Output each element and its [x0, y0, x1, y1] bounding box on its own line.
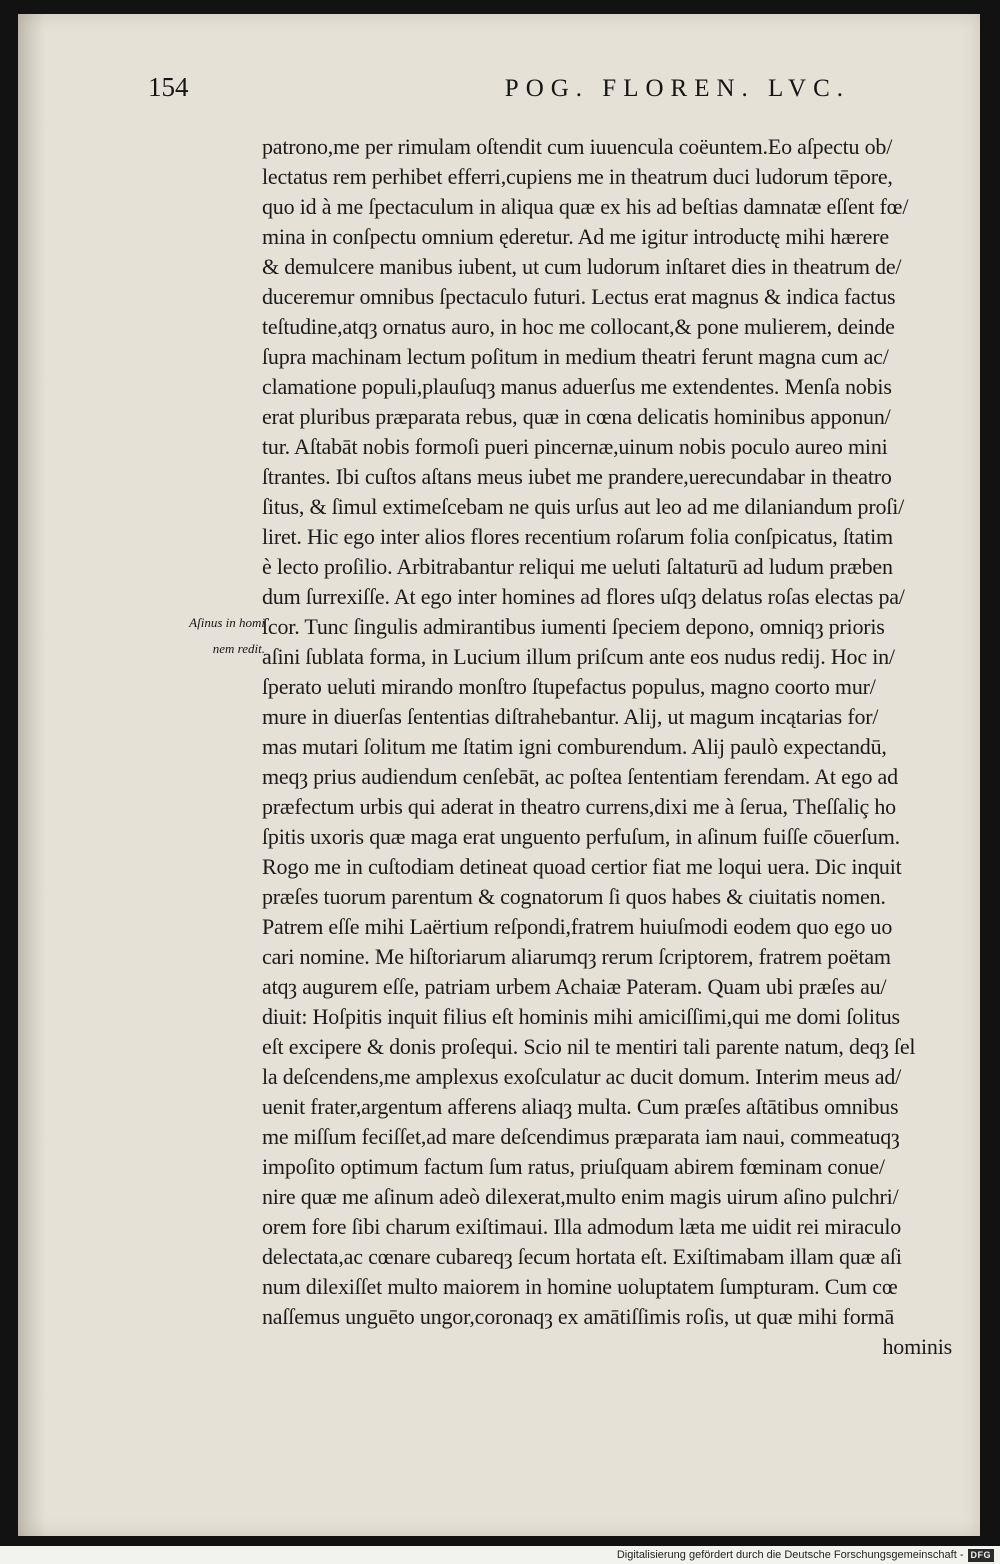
text-line: impoſito optimum factum ſum ratus, priuſquam abirem fœminam conue/: [262, 1154, 885, 1179]
text-line: erat pluribus præparata rebus, quæ in cœna delicatis hominibus apponun/: [262, 404, 891, 429]
text-line: atqȝ augurem eſſe, patriam urbem Achaiæ Pateram. Quam ubi præſes au/: [262, 974, 887, 999]
page-number: 154: [148, 72, 189, 102]
running-head-title: POG. FLOREN. LVC.: [504, 75, 850, 102]
marginal-note-line: Aſinus in homi: [189, 615, 265, 630]
text-line: aſini ſublata forma, in Lucium illum priſcum ante eos nudus redij. Hoc in/: [262, 644, 895, 669]
dfg-logo-icon: DFG: [968, 1549, 995, 1562]
text-line: duceremur omnibus ſpectaculo futuri. Lectus erat magnus & indica factus: [262, 284, 896, 309]
text-line: lectatus rem perhibet efferri,cupiens me in theatrum duci ludorum tēpore,: [262, 164, 893, 189]
text-line: præſes tuorum parentum & cognatorum ſi quos habes & ciuitatis nomen.: [262, 884, 886, 909]
text-line: cari nomine. Me hiſtoriarum aliarumqȝ rerum ſcriptorem, fratrem poëtam: [262, 944, 891, 969]
text-line: præfectum urbis qui aderat in theatro currens,dixi me à ſerua, Theſſaliç ho: [262, 794, 896, 819]
text-line: eſt excipere & donis proſequi. Scio nil te mentiri tali parente natum, deqȝ ſel: [262, 1034, 916, 1059]
text-line: & demulcere manibus iubent, ut cum ludorum inſtaret dies in theatrum de/: [262, 254, 902, 279]
text-line: ſupra machinam lectum poſitum in medium theatri ferunt magna cum ac/: [262, 344, 889, 369]
text-line: Rogo me in cuſtodiam detineat quoad certior fiat me loqui uera. Dic inquit: [262, 854, 902, 879]
text-line: me miſſum feciſſet,ad mare deſcendimus præparata iam naui, commeatuqȝ: [262, 1124, 900, 1149]
text-line: liret. Hic ego inter alios flores recentium roſarum folia conſpicatus, ſtatim: [262, 524, 893, 549]
footer-bar: [0, 1546, 1000, 1564]
digitization-credit: Digitalisierung gefördert durch die Deutsche Forschungsgemeinschaft -: [616, 1549, 964, 1561]
text-line: num dilexiſſet multo maiorem in homine uoluptatem ſumpturam. Cum cœ: [262, 1274, 898, 1299]
text-line: hominis: [882, 1334, 952, 1359]
text-line: ſcor. Tunc ſingulis admirantibus iumenti ſpeciem depono, omniqȝ prioris: [262, 614, 885, 639]
text-line: meqȝ prius audiendum cenſebāt, ac poſtea ſententiam ferendam. At ego ad: [262, 764, 898, 789]
marginal-note: [150, 610, 265, 662]
running-head: [148, 72, 860, 103]
text-line: nire quæ me aſinum adeò dilexerat,multo enim magis uirum aſino pulchri/: [262, 1184, 899, 1209]
text-line: Patrem eſſe mihi Laërtium reſpondi,fratrem huiuſmodi eodem quo ego uo: [262, 914, 893, 939]
text-line: ſitus, & ſimul extimeſcebam ne quis urſus aut leo ad me dilaniandum proſi/: [262, 494, 905, 519]
text-line: clamatione populi,plauſuqȝ manus aduerſus me extendentes. Menſa nobis: [262, 374, 892, 399]
text-line: uenit frater,argentum afferens aliaqȝ multa. Cum præſes aſtātibus omnibus: [262, 1094, 899, 1119]
text-line: mas mutari ſolitum me ſtatim igni comburendum. Alij paulò expectandū,: [262, 734, 887, 759]
text-line: ſpitis uxoris quæ maga erat unguento perfuſum, in aſinum fuiſſe cōuerſum.: [262, 824, 900, 849]
text-line: ſperato ueluti mirando monſtro ſtupefactus populus, magno coorto mur/: [262, 674, 876, 699]
text-line: diuit: Hoſpitis inquit filius eſt hominis mihi amiciſſimi,qui me domi ſolitus: [262, 1004, 900, 1029]
text-line: la deſcendens,me amplexus exoſculatur ac ducit domum. Interim meus ad/: [262, 1064, 902, 1089]
text-line: ſtrantes. Ibi cuſtos aſtans meus iubet me prandere,uerecundabar in theatro: [262, 464, 892, 489]
text-line: quo id à me ſpectaculum in aliqua quæ ex his ad beſtias damnatæ eſſent fœ/: [262, 194, 909, 219]
text-line: delectata,ac cœnare cubareqȝ ſecum hortata eſt. Exiſtimabam illam quæ aſi: [262, 1244, 902, 1269]
body-text: [262, 132, 962, 1362]
text-line: tur. Aſtabāt nobis formoſi pueri pincernæ,uinum nobis poculo aureo mini: [262, 434, 888, 459]
text-line: teſtudine,atqȝ ornatus auro, in hoc me collocant,& pone mulierem, deinde: [262, 314, 895, 339]
text-line: mure in diuerſas ſententias diſtrahebantur. Alij, ut magum incątarias for/: [262, 704, 879, 729]
marginal-note-line: nem redit.: [212, 641, 265, 656]
text-line: mina in conſpectu omnium ęderetur. Ad me igitur introductę mihi hærere: [262, 224, 889, 249]
text-line: è lecto proſilio. Arbitrabantur reliqui me ueluti ſaltaturū ad ludum præben: [262, 554, 893, 579]
text-line: patrono,me per rimulam oſtendit cum iuuencula coëuntem.Eo aſpectu ob/: [262, 134, 893, 159]
text-line: orem fore ſibi charum exiſtimaui. Illa admodum læta me uidit rei miraculo: [262, 1214, 902, 1239]
text-line: naſſemus unguēto ungor,coronaqȝ ex amātiſſimis roſis, ut quæ mihi formā: [262, 1304, 895, 1329]
text-line: dum ſurrexiſſe. At ego inter homines ad flores uſqȝ delatus roſas electas pa/: [262, 584, 905, 609]
